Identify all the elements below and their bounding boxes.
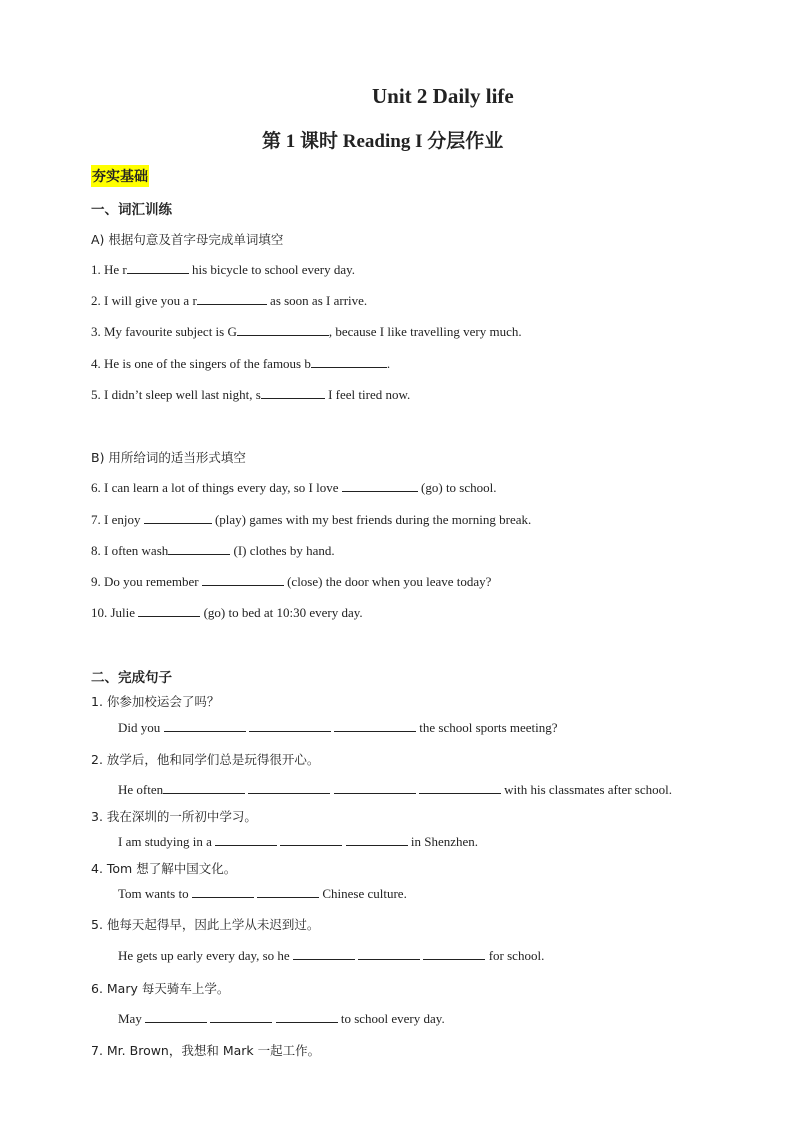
- answer-blank[interactable]: [334, 719, 416, 732]
- answer-blank[interactable]: [358, 947, 420, 960]
- question-7: 7. I enjoy (play) games with my best friends during the morning break.: [91, 512, 532, 527]
- answer-blank[interactable]: [419, 781, 501, 794]
- answer-blank[interactable]: [164, 719, 246, 732]
- answer-blank[interactable]: [202, 573, 284, 586]
- answer-blank[interactable]: [168, 542, 230, 555]
- answer-blank[interactable]: [249, 719, 331, 732]
- sentence-6-english: May to school every day.: [118, 1011, 445, 1026]
- part-a-title: A) 根据句意及首字母完成单词填空: [91, 232, 284, 247]
- sentence-6-chinese: 6. Mary 每天骑车上学。: [91, 981, 230, 996]
- question-2: 2. I will give you a r as soon as I arrive.: [91, 293, 368, 308]
- answer-blank[interactable]: [210, 1010, 272, 1023]
- question-9: 9. Do you remember (close) the door when you leave today?: [91, 574, 492, 589]
- answer-blank[interactable]: [215, 833, 277, 846]
- question-4: 4. He is one of the singers of the famous b .: [91, 356, 391, 371]
- answer-blank[interactable]: [138, 604, 200, 617]
- part-b-title: B) 用所给词的适当形式填空: [91, 450, 246, 465]
- sentence-5-english: He gets up early every day, so he for school.: [118, 948, 545, 963]
- sentence-3-chinese: 3. 我在深圳的一所初中学习。: [91, 809, 257, 824]
- section-vocabulary-title: 一、词汇训练: [91, 202, 172, 218]
- answer-blank[interactable]: [145, 1010, 207, 1023]
- sentence-1-english: Did you the school sports meeting?: [118, 720, 558, 735]
- unit-title: Unit 2 Daily life: [372, 84, 514, 108]
- answer-blank[interactable]: [257, 885, 319, 898]
- answer-blank[interactable]: [276, 1010, 338, 1023]
- question-10: 10. Julie (go) to bed at 10:30 every day.: [91, 605, 363, 620]
- answer-blank[interactable]: [342, 479, 418, 492]
- sentence-2-chinese: 2. 放学后，他和同学们总是玩得很开心。: [91, 752, 320, 767]
- answer-blank[interactable]: [144, 511, 212, 524]
- sentence-2-english: He often with his classmates after school.: [118, 782, 673, 797]
- sentence-4-chinese: 4. Tom 想了解中国文化。: [91, 861, 237, 876]
- question-1: 1. He r his bicycle to school every day.: [91, 262, 356, 277]
- answer-blank[interactable]: [293, 947, 355, 960]
- question-3: 3. My favourite subject is G , because I like travelling very much.: [91, 324, 522, 339]
- answer-blank[interactable]: [192, 885, 254, 898]
- answer-blank[interactable]: [423, 947, 485, 960]
- answer-blank[interactable]: [163, 781, 245, 794]
- answer-blank[interactable]: [197, 292, 267, 305]
- basic-level-label: 夯实基础: [91, 165, 149, 187]
- lesson-subtitle: 第 1 课时 Reading I 分层作业: [262, 131, 504, 152]
- answer-blank[interactable]: [261, 386, 325, 399]
- answer-blank[interactable]: [334, 781, 416, 794]
- sentence-1-chinese: 1. 你参加校运会了吗？: [91, 694, 220, 709]
- answer-blank[interactable]: [311, 355, 387, 368]
- section-sentences-title: 二、完成句子: [91, 670, 172, 686]
- sentence-7-chinese: 7. Mr. Brown，我想和 Mark 一起工作。: [91, 1043, 321, 1058]
- sentence-3-english: I am studying in a in Shenzhen.: [118, 834, 479, 849]
- question-5: 5. I didn’t sleep well last night, s I feel tired now.: [91, 387, 411, 402]
- sentence-5-chinese: 5. 他每天起得早，因此上学从未迟到过。: [91, 917, 320, 932]
- answer-blank[interactable]: [248, 781, 330, 794]
- question-6: 6. I can learn a lot of things every day, so I love (go) to school.: [91, 480, 497, 495]
- sentence-4-english: Tom wants to Chinese culture.: [118, 886, 407, 901]
- answer-blank[interactable]: [127, 261, 189, 274]
- answer-blank[interactable]: [280, 833, 342, 846]
- question-8: 8. I often wash (I) clothes by hand.: [91, 543, 335, 558]
- answer-blank[interactable]: [346, 833, 408, 846]
- answer-blank[interactable]: [237, 323, 329, 336]
